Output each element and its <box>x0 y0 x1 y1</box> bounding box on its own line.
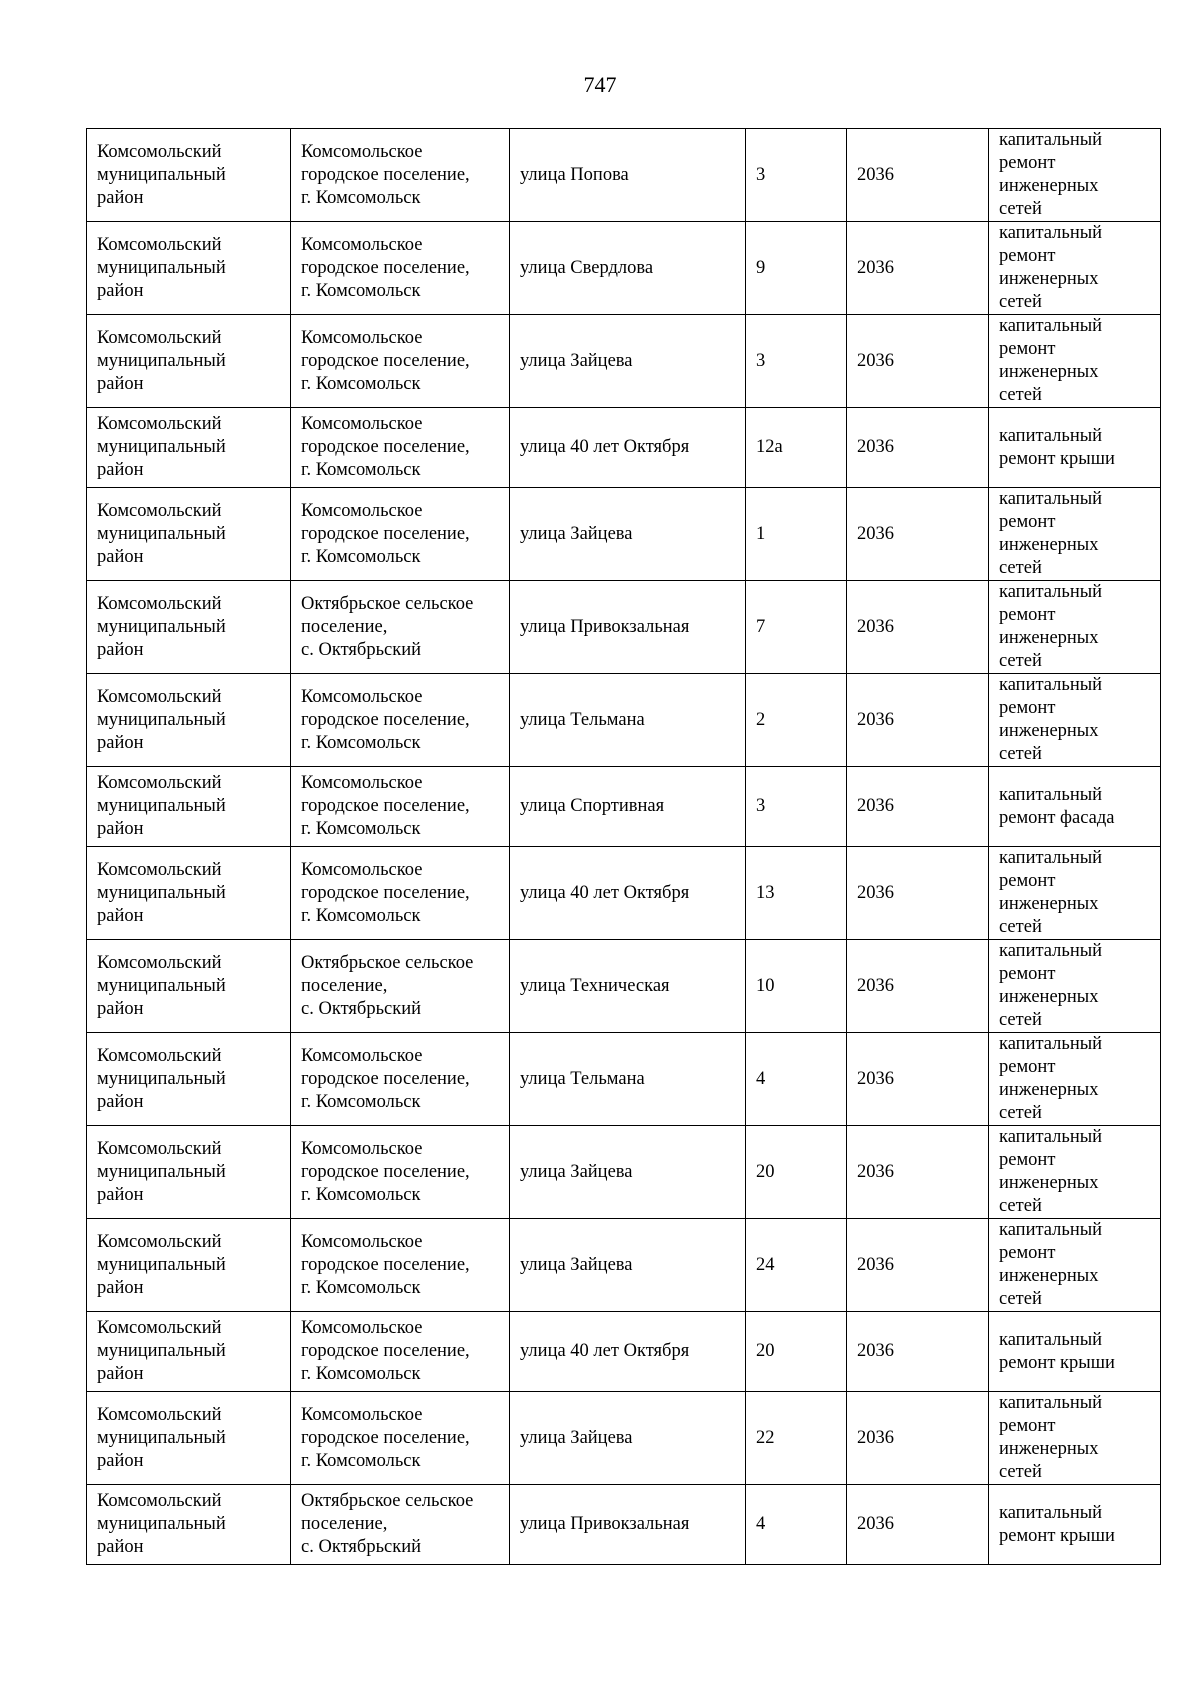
settlement-cell-line: с. Октябрьский <box>301 998 422 1019</box>
street-cell: улица 40 лет Октября <box>510 408 746 488</box>
settlement-cell-line: Комсомольское <box>301 1404 423 1425</box>
work-type-cell-line: ремонт <box>999 964 1056 984</box>
district-cell <box>87 674 291 767</box>
district-cell <box>87 940 291 1033</box>
house-number-cell: 3 <box>746 767 847 847</box>
district-cell <box>87 581 291 674</box>
settlement-cell-line: Комсомольское <box>301 500 423 521</box>
street-cell: улица 40 лет Октября <box>510 847 746 940</box>
street-cell: улица Спортивная <box>510 767 746 847</box>
work-type-cell-line: капитальный <box>999 941 1103 961</box>
street-cell: улица Зайцева <box>510 1392 746 1485</box>
work-type-cell-line: капитальный <box>999 784 1103 805</box>
settlement-cell-line: г. Комсомольск <box>301 373 421 394</box>
work-type-cell-line: сетей <box>999 1103 1042 1123</box>
settlement-cell <box>291 315 510 408</box>
district-cell-line: район <box>97 905 144 926</box>
work-type-cell-line: капитальный <box>999 425 1103 446</box>
year-cell: 2036 <box>847 581 989 674</box>
district-cell-line: Комсомольский <box>97 1045 222 1066</box>
settlement-cell-line: Комсомольское <box>301 234 423 255</box>
settlement-cell-line: городское поселение, <box>301 882 470 903</box>
work-type-cell-line: ремонт <box>999 1243 1056 1263</box>
work-type-cell-line: сетей <box>999 1462 1042 1482</box>
house-number-cell: 9 <box>746 222 847 315</box>
settlement-cell-line: с. Октябрьский <box>301 1537 422 1557</box>
table-row <box>87 940 1161 1033</box>
settlement-cell-line: городское поселение, <box>301 796 470 816</box>
year-cell: 2036 <box>847 1312 989 1392</box>
work-type-cell <box>989 674 1161 767</box>
settlement-cell <box>291 767 510 847</box>
settlement-cell-line: г. Комсомольск <box>301 1450 421 1471</box>
work-type-cell <box>989 1219 1161 1312</box>
settlement-cell <box>291 1126 510 1219</box>
street-cell: улица Тельмана <box>510 1033 746 1126</box>
settlement-cell <box>291 408 510 488</box>
district-cell-line: Комсомольский <box>97 859 222 880</box>
work-type-cell-line: сетей <box>999 199 1042 219</box>
table-row <box>87 488 1161 581</box>
house-number-cell: 1 <box>746 488 847 581</box>
settlement-cell-line: городское поселение, <box>301 523 470 544</box>
district-cell <box>87 1485 291 1565</box>
district-cell-line: район <box>97 1537 144 1557</box>
table-body <box>87 129 1161 1565</box>
year-cell: 2036 <box>847 315 989 408</box>
settlement-cell-line: городское поселение, <box>301 437 470 457</box>
settlement-cell-line: Октябрьское сельское <box>301 952 474 973</box>
work-type-cell-line: капитальный <box>999 675 1103 695</box>
district-cell <box>87 1033 291 1126</box>
settlement-cell-line: с. Октябрьский <box>301 639 422 660</box>
settlement-cell <box>291 222 510 315</box>
settlement-cell <box>291 940 510 1033</box>
table-row <box>87 581 1161 674</box>
settlement-cell-line: г. Комсомольск <box>301 905 421 926</box>
district-cell-line: район <box>97 639 144 660</box>
district-cell-line: Комсомольский <box>97 234 222 255</box>
work-type-cell-line: капитальный <box>999 582 1103 602</box>
district-cell-line: район <box>97 187 144 208</box>
settlement-cell <box>291 488 510 581</box>
district-cell-line: Комсомольский <box>97 141 222 162</box>
street-cell: улица Свердлова <box>510 222 746 315</box>
settlement-cell-line: Комсомольское <box>301 414 423 434</box>
settlement-cell-line: Комсомольское <box>301 1231 423 1252</box>
street-cell: улица Зайцева <box>510 488 746 581</box>
district-cell <box>87 1219 291 1312</box>
work-type-cell <box>989 940 1161 1033</box>
settlement-cell-line: Комсомольское <box>301 686 423 707</box>
table-row <box>87 1312 1161 1392</box>
work-type-cell-line: сетей <box>999 385 1042 405</box>
table-row <box>87 1219 1161 1312</box>
settlement-cell-line: поселение, <box>301 975 388 996</box>
settlement-cell-line: г. Комсомольск <box>301 1277 421 1298</box>
work-type-cell-line: инженерных <box>999 628 1099 648</box>
district-cell-line: Комсомольский <box>97 414 222 434</box>
work-type-cell-line: ремонт <box>999 246 1056 266</box>
work-type-cell-line: капитальный <box>999 130 1103 150</box>
district-cell-line: Комсомольский <box>97 1231 222 1252</box>
settlement-cell-line: Комсомольское <box>301 327 423 348</box>
work-type-cell-line: ремонт <box>999 871 1056 891</box>
house-number-cell: 10 <box>746 940 847 1033</box>
year-cell: 2036 <box>847 129 989 222</box>
settlement-cell-line: г. Комсомольск <box>301 819 421 839</box>
work-type-cell-line: ремонт <box>999 153 1056 173</box>
settlement-cell <box>291 129 510 222</box>
work-type-cell-line: капитальный <box>999 1329 1103 1350</box>
house-number-cell: 13 <box>746 847 847 940</box>
district-cell-line: Комсомольский <box>97 1138 222 1159</box>
district-cell-line: муниципальный <box>97 796 226 816</box>
district-cell-line: муниципальный <box>97 1514 226 1534</box>
year-cell: 2036 <box>847 847 989 940</box>
work-type-cell-line: сетей <box>999 1196 1042 1216</box>
work-type-cell-line: ремонт <box>999 1416 1056 1436</box>
district-cell <box>87 408 291 488</box>
district-cell-line: район <box>97 280 144 301</box>
table-row <box>87 1126 1161 1219</box>
district-cell-line: муниципальный <box>97 164 226 185</box>
house-number-cell: 12а <box>746 408 847 488</box>
year-cell: 2036 <box>847 1392 989 1485</box>
district-cell <box>87 1126 291 1219</box>
table-row <box>87 767 1161 847</box>
house-number-cell: 3 <box>746 129 847 222</box>
work-type-cell-line: инженерных <box>999 1439 1099 1459</box>
settlement-cell-line: поселение, <box>301 1514 388 1534</box>
year-cell: 2036 <box>847 1485 989 1565</box>
work-type-cell-line: капитальный <box>999 1502 1103 1523</box>
settlement-cell-line: городское поселение, <box>301 1254 470 1275</box>
work-type-cell-line: ремонт крыши <box>999 1525 1115 1546</box>
street-cell: улица Привокзальная <box>510 1485 746 1565</box>
district-cell-line: район <box>97 998 144 1019</box>
house-number-cell: 20 <box>746 1312 847 1392</box>
settlement-cell-line: г. Комсомольск <box>301 1091 421 1112</box>
district-cell-line: муниципальный <box>97 257 226 278</box>
settlement-cell-line: г. Комсомольск <box>301 1184 421 1205</box>
district-cell-line: район <box>97 1184 144 1205</box>
district-cell-line: район <box>97 732 144 753</box>
year-cell: 2036 <box>847 767 989 847</box>
district-cell <box>87 1312 291 1392</box>
district-cell-line: муниципальный <box>97 1254 226 1275</box>
street-cell: улица Зайцева <box>510 315 746 408</box>
work-type-cell-line: сетей <box>999 1010 1042 1030</box>
work-type-cell <box>989 129 1161 222</box>
street-cell: улица Тельмана <box>510 674 746 767</box>
street-cell: улица 40 лет Октября <box>510 1312 746 1392</box>
settlement-cell-line: г. Комсомольск <box>301 187 421 208</box>
settlement-cell-line: Комсомольское <box>301 1045 423 1066</box>
street-cell: улица Техническая <box>510 940 746 1033</box>
settlement-cell <box>291 1219 510 1312</box>
settlement-cell-line: г. Комсомольск <box>301 1364 421 1384</box>
house-number-cell: 4 <box>746 1485 847 1565</box>
work-type-cell <box>989 847 1161 940</box>
district-cell-line: район <box>97 1450 144 1471</box>
table-row <box>87 1485 1161 1565</box>
district-cell <box>87 129 291 222</box>
district-cell <box>87 767 291 847</box>
work-type-cell-line: ремонт крыши <box>999 1352 1115 1373</box>
work-type-cell-line: ремонт <box>999 1150 1056 1170</box>
work-type-cell-line: ремонт <box>999 698 1056 718</box>
work-type-cell <box>989 1485 1161 1565</box>
district-cell-line: район <box>97 373 144 394</box>
work-type-cell-line: инженерных <box>999 987 1099 1007</box>
district-cell-line: район <box>97 1277 144 1298</box>
district-cell-line: Комсомольский <box>97 686 222 707</box>
settlement-cell-line: городское поселение, <box>301 1161 470 1182</box>
work-type-cell <box>989 581 1161 674</box>
work-type-cell <box>989 488 1161 581</box>
table-row <box>87 129 1161 222</box>
work-type-cell-line: инженерных <box>999 1173 1099 1193</box>
table-row <box>87 315 1161 408</box>
work-type-cell-line: капитальный <box>999 1220 1103 1240</box>
district-cell <box>87 315 291 408</box>
year-cell: 2036 <box>847 408 989 488</box>
district-cell-line: Комсомольский <box>97 500 222 521</box>
work-type-cell-line: капитальный <box>999 1393 1103 1413</box>
settlement-cell <box>291 1485 510 1565</box>
district-cell-line: муниципальный <box>97 1341 226 1361</box>
street-cell: улица Зайцева <box>510 1219 746 1312</box>
settlement-cell <box>291 1392 510 1485</box>
settlement-cell-line: Комсомольское <box>301 773 423 793</box>
settlement-cell-line: Октябрьское сельское <box>301 1491 474 1511</box>
page-number: 747 <box>583 72 617 97</box>
district-cell-line: муниципальный <box>97 616 226 637</box>
settlement-cell-line: городское поселение, <box>301 350 470 371</box>
district-cell-line: район <box>97 546 144 567</box>
district-cell-line: муниципальный <box>97 1161 226 1182</box>
settlement-cell <box>291 847 510 940</box>
district-cell-line: Комсомольский <box>97 773 222 793</box>
work-type-cell-line: сетей <box>999 558 1042 578</box>
settlement-cell-line: г. Комсомольск <box>301 732 421 753</box>
settlement-cell-line: Октябрьское сельское <box>301 593 474 614</box>
work-type-cell-line: капитальный <box>999 1034 1103 1054</box>
settlement-cell-line: городское поселение, <box>301 1427 470 1448</box>
district-cell-line: муниципальный <box>97 882 226 903</box>
table-row <box>87 222 1161 315</box>
street-cell: улица Зайцева <box>510 1126 746 1219</box>
work-type-cell-line: ремонт <box>999 1057 1056 1077</box>
district-cell-line: муниципальный <box>97 437 226 457</box>
district-cell-line: район <box>97 460 144 480</box>
district-cell-line: Комсомольский <box>97 1491 222 1511</box>
work-type-cell <box>989 1392 1161 1485</box>
district-cell-line: муниципальный <box>97 350 226 371</box>
housing-repair-table <box>86 128 1161 1565</box>
work-type-cell <box>989 1312 1161 1392</box>
table-row <box>87 1033 1161 1126</box>
district-cell-line: Комсомольский <box>97 1404 222 1425</box>
work-type-cell-line: сетей <box>999 1289 1042 1309</box>
work-type-cell-line: ремонт <box>999 339 1056 359</box>
table-row <box>87 408 1161 488</box>
settlement-cell-line: городское поселение, <box>301 1341 470 1361</box>
work-type-cell-line: ремонт фасада <box>999 807 1115 828</box>
district-cell-line: муниципальный <box>97 523 226 544</box>
year-cell: 2036 <box>847 940 989 1033</box>
work-type-cell-line: инженерных <box>999 894 1099 914</box>
settlement-cell-line: Комсомольское <box>301 859 423 880</box>
settlement-cell-line: Комсомольское <box>301 1138 423 1159</box>
work-type-cell-line: инженерных <box>999 535 1099 555</box>
settlement-cell-line: Комсомольское <box>301 1318 423 1338</box>
work-type-cell-line: ремонт крыши <box>999 448 1115 469</box>
work-type-cell-line: ремонт <box>999 512 1056 532</box>
work-type-cell-line: инженерных <box>999 1266 1099 1286</box>
district-cell-line: район <box>97 1364 144 1384</box>
house-number-cell: 24 <box>746 1219 847 1312</box>
settlement-cell-line: Комсомольское <box>301 141 423 162</box>
work-type-cell-line: инженерных <box>999 721 1099 741</box>
table-row <box>87 847 1161 940</box>
work-type-cell-line: капитальный <box>999 316 1103 336</box>
year-cell: 2036 <box>847 1219 989 1312</box>
house-number-cell: 4 <box>746 1033 847 1126</box>
district-cell-line: муниципальный <box>97 1427 226 1448</box>
table-row <box>87 1392 1161 1485</box>
district-cell <box>87 222 291 315</box>
work-type-cell <box>989 222 1161 315</box>
settlement-cell-line: городское поселение, <box>301 1068 470 1089</box>
house-number-cell: 22 <box>746 1392 847 1485</box>
district-cell <box>87 847 291 940</box>
settlement-cell-line: г. Комсомольск <box>301 546 421 567</box>
year-cell: 2036 <box>847 488 989 581</box>
district-cell-line: муниципальный <box>97 975 226 996</box>
work-type-cell-line: инженерных <box>999 1080 1099 1100</box>
settlement-cell-line: городское поселение, <box>301 257 470 278</box>
year-cell: 2036 <box>847 1033 989 1126</box>
district-cell-line: Комсомольский <box>97 327 222 348</box>
settlement-cell <box>291 1033 510 1126</box>
district-cell <box>87 488 291 581</box>
work-type-cell <box>989 767 1161 847</box>
work-type-cell <box>989 1126 1161 1219</box>
work-type-cell-line: капитальный <box>999 848 1103 868</box>
house-number-cell: 2 <box>746 674 847 767</box>
settlement-cell <box>291 674 510 767</box>
street-cell: улица Привокзальная <box>510 581 746 674</box>
settlement-cell <box>291 1312 510 1392</box>
house-number-cell: 20 <box>746 1126 847 1219</box>
house-number-cell: 7 <box>746 581 847 674</box>
district-cell-line: муниципальный <box>97 1068 226 1089</box>
work-type-cell-line: ремонт <box>999 605 1056 625</box>
district-cell-line: район <box>97 819 144 839</box>
year-cell: 2036 <box>847 674 989 767</box>
work-type-cell-line: сетей <box>999 292 1042 312</box>
district-cell-line: муниципальный <box>97 709 226 730</box>
house-number-cell: 3 <box>746 315 847 408</box>
district-cell-line: Комсомольский <box>97 593 222 614</box>
district-cell-line: район <box>97 1091 144 1112</box>
work-type-cell-line: сетей <box>999 651 1042 671</box>
settlement-cell-line: городское поселение, <box>301 709 470 730</box>
work-type-cell-line: инженерных <box>999 269 1099 289</box>
year-cell: 2036 <box>847 1126 989 1219</box>
work-type-cell-line: капитальный <box>999 1127 1103 1147</box>
settlement-cell-line: г. Комсомольск <box>301 460 421 480</box>
settlement-cell-line: городское поселение, <box>301 164 470 185</box>
street-cell: улица Попова <box>510 129 746 222</box>
district-cell-line: Комсомольский <box>97 1318 222 1338</box>
work-type-cell-line: сетей <box>999 744 1042 764</box>
work-type-cell-line: капитальный <box>999 489 1103 509</box>
work-type-cell-line: капитальный <box>999 223 1103 243</box>
table-row <box>87 674 1161 767</box>
district-cell-line: Комсомольский <box>97 952 222 973</box>
district-cell <box>87 1392 291 1485</box>
year-cell: 2036 <box>847 222 989 315</box>
work-type-cell <box>989 408 1161 488</box>
settlement-cell <box>291 581 510 674</box>
settlement-cell-line: поселение, <box>301 616 388 637</box>
work-type-cell-line: инженерных <box>999 176 1099 196</box>
work-type-cell-line: сетей <box>999 917 1042 937</box>
settlement-cell-line: г. Комсомольск <box>301 280 421 301</box>
work-type-cell <box>989 315 1161 408</box>
work-type-cell-line: инженерных <box>999 362 1099 382</box>
work-type-cell <box>989 1033 1161 1126</box>
